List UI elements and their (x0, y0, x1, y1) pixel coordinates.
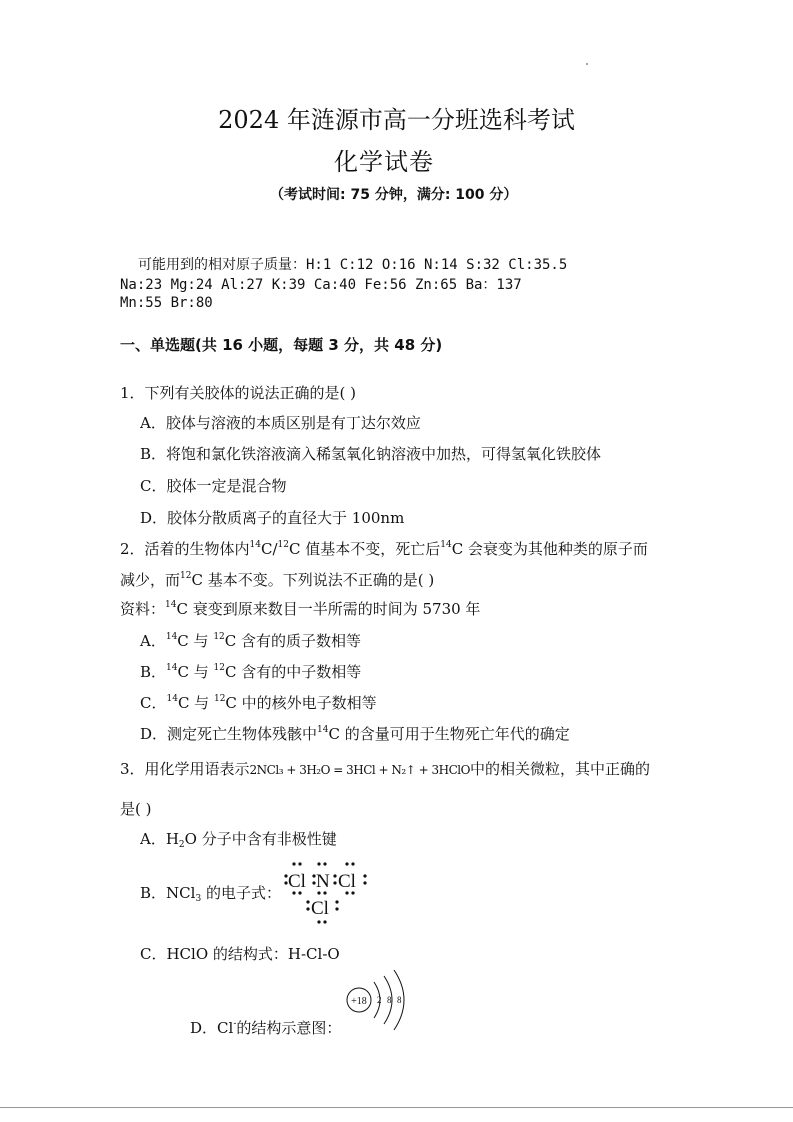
q3-option-a: A．$H_2O$ 分子中含有非极性键 (140, 830, 337, 850)
page-mark (586, 63, 588, 65)
cl-ion-structure-diagram (340, 970, 420, 1034)
lewis-n: N (316, 871, 330, 892)
q2-option-d: D．测定死亡生物体残骸中$^{14}$C 的含量可用于生物死亡年代的确定 (140, 725, 570, 743)
section-heading: 一、单选题(共 16 小题，每题 3 分，共 48 分) (120, 336, 443, 354)
atomic-mass-line-2: Na:23 Mg:24 Al:27 K:39 Ca:40 Fe:56 Zn:65 Ba：137 (120, 277, 522, 293)
atomic-mass-line-3: Mn:55 Br:80 (120, 295, 213, 311)
q3-option-b: B．NCl$_3$ 的电子式： (140, 884, 281, 904)
q3-option-c: C．HClO 的结构式：H-Cl-O (140, 945, 340, 963)
ion-shell-3: 8 (397, 995, 402, 1005)
ion-shell-2: 8 (387, 995, 392, 1005)
exam-title: 2024 年涟源市高一分班选科考试 (218, 106, 575, 134)
q1-option-b: B．将饱和氯化铁溶液滴入稀氢氧化钠溶液中加热，可得氢氧化铁胶体 (140, 445, 602, 463)
q3-stem-line-1: 3．用化学用语表示2NCl₃ + 3H₂O = 3HCl + N₂↑ + 3HClO中的相关微粒，其中正确的 (120, 760, 650, 778)
q1-option-d: D．胶体分散质离子的直径大于 100nm (140, 509, 405, 527)
q1-option-c: C．胶体一定是混合物 (140, 477, 287, 495)
q2-info: 资料：$^{14}$C 衰变到原来数目一半所需的时间为 5730 年 (120, 600, 481, 618)
reaction-equation: 2NCl₃ + 3H₂O = 3HCl + N₂↑ + 3HClO (249, 763, 470, 777)
ncl3-lewis-structure (280, 858, 380, 928)
q1-stem: 1．下列有关胶体的说法正确的是( ) (120, 384, 357, 402)
q3-stem-line-2: 是( ) (120, 800, 152, 818)
q2-stem-line-1: 2．活着的生物体内$^{14}$C/$^{12}$C 值基本不变，死亡后$^{14}$C 会衰变为其他种类的原子而 (120, 540, 648, 558)
ion-shell-1: 2 (377, 995, 382, 1005)
q2-stem-line-2: 减少，而$^{12}$C 基本不变。下列说法不正确的是( ) (120, 571, 435, 589)
q3-option-d: D．Cl-的结构示意图： (190, 1019, 342, 1037)
lewis-cl-right: Cl (338, 871, 356, 892)
page-bottom-rule (0, 1107, 793, 1108)
lewis-cl-bottom: Cl (311, 898, 329, 919)
q2-option-b: B．$^{14}$C 与 $^{12}$C 含有的中子数相等 (140, 663, 362, 681)
q2-option-c: C．$^{14}$C 与 $^{12}$C 中的核外电子数相等 (140, 694, 377, 712)
lewis-cl-left: Cl (288, 871, 306, 892)
q1-option-a: A．胶体与溶液的本质区别是有丁达尔效应 (140, 414, 421, 432)
q2-option-a: A．$^{14}$C 与 $^{12}$C 含有的质子数相等 (140, 632, 362, 650)
exam-subject-title: 化学试卷 (334, 148, 434, 176)
atomic-mass-line-1: 可能用到的相对原子质量：H:1 C:12 O:16 N:14 S:32 Cl:35.5 (138, 257, 568, 273)
ion-nucleus-charge: +18 (351, 996, 367, 1007)
exam-time-info: （考试时间: 75 分钟，满分: 100 分） (270, 187, 518, 203)
